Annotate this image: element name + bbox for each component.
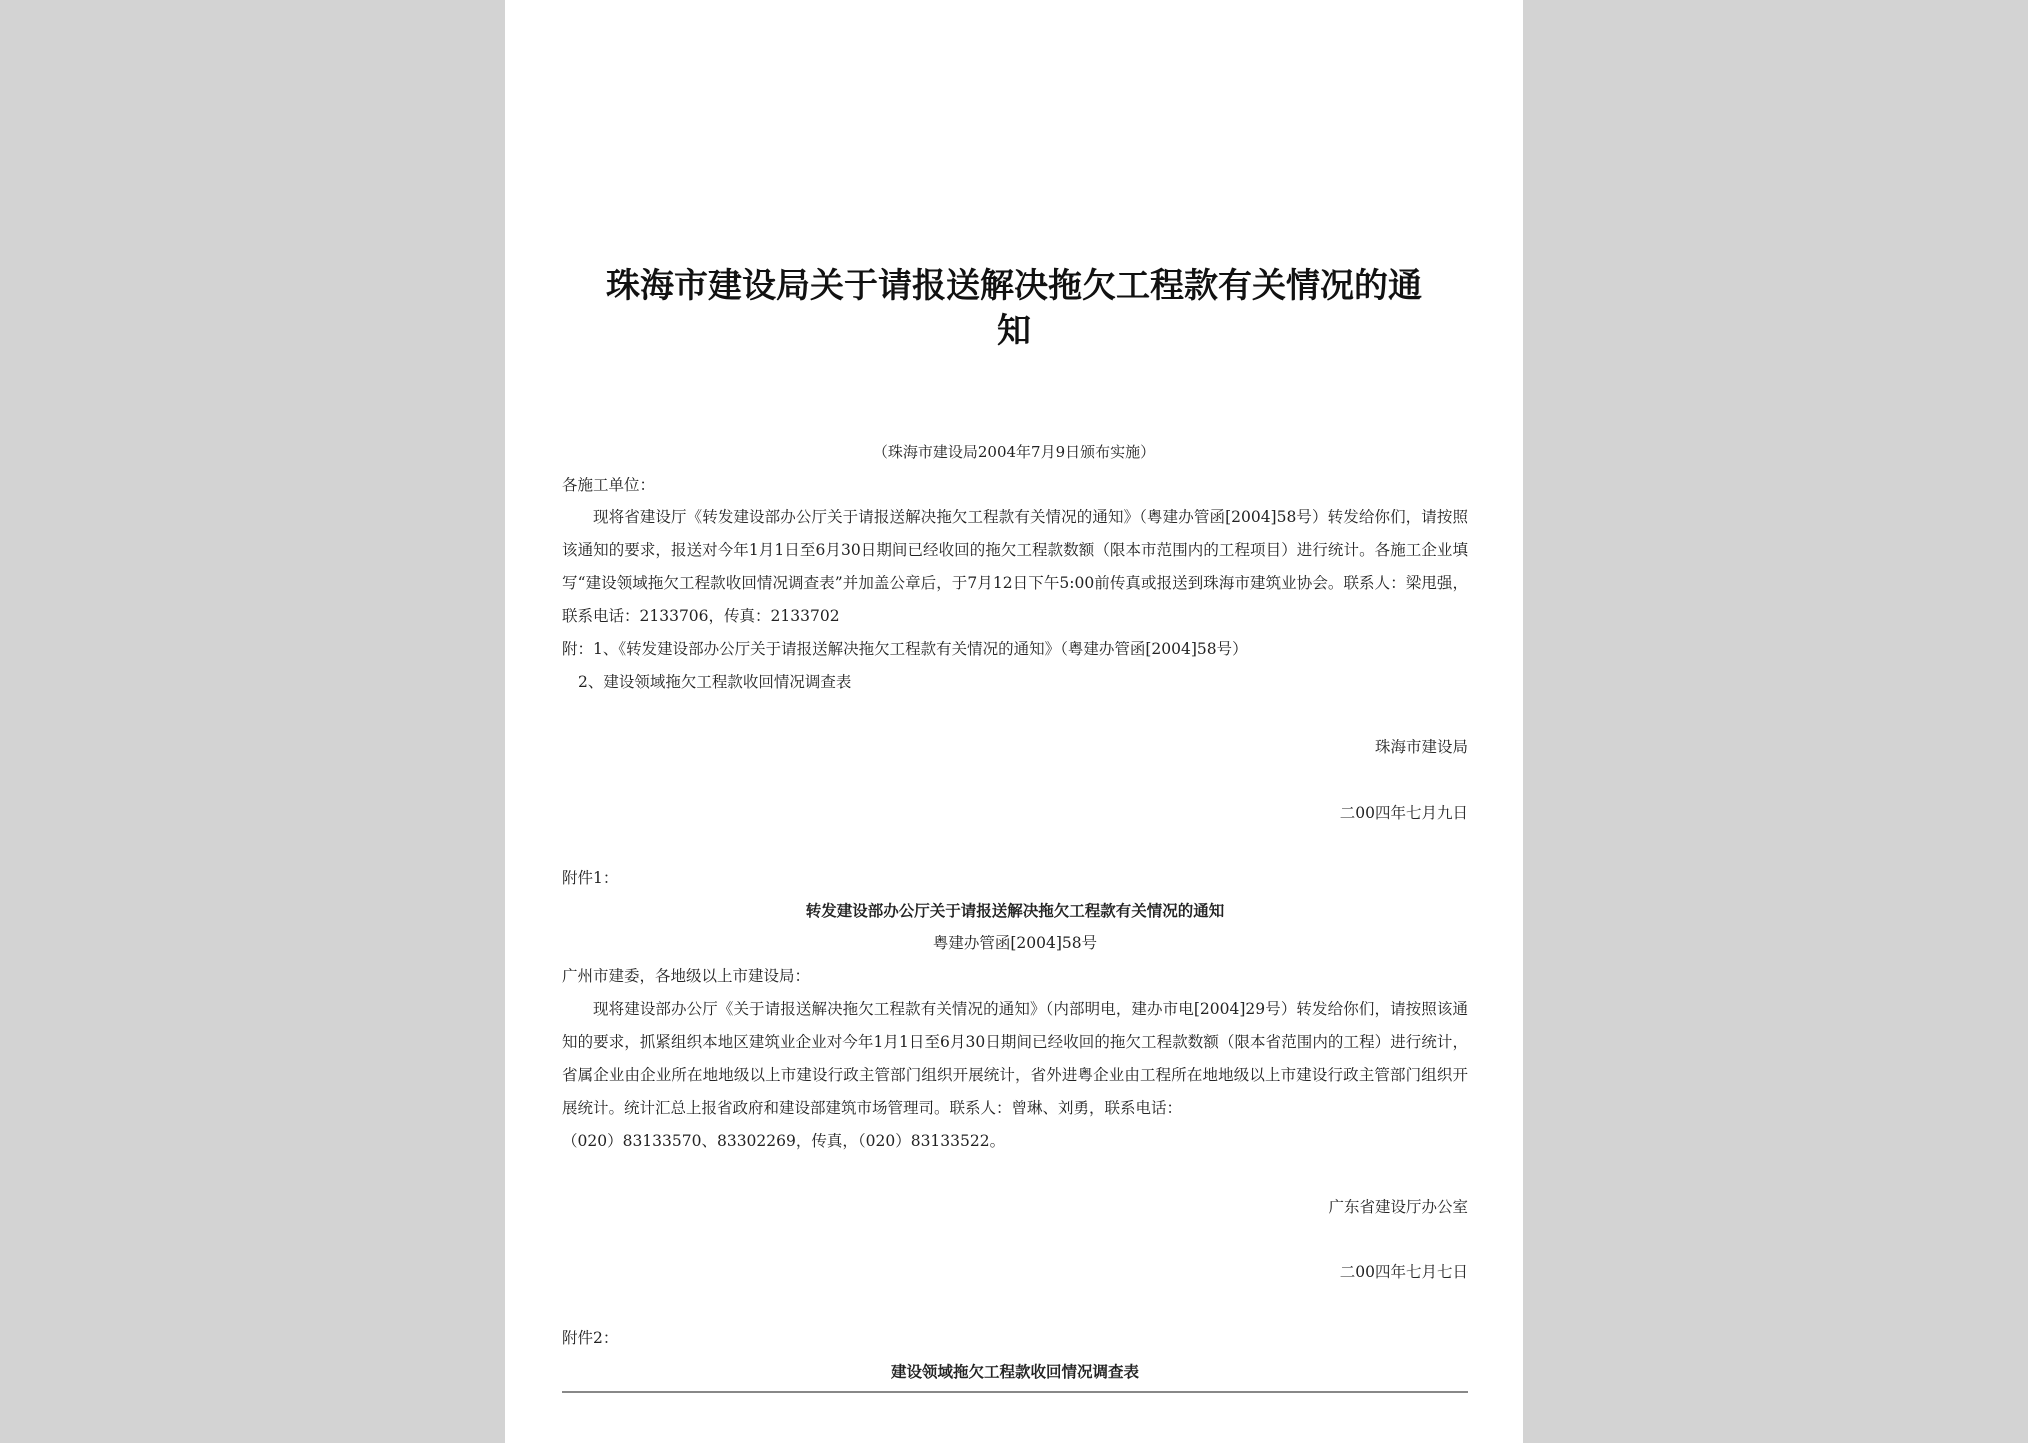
attachment1-salutation: 广州市建委，各地级以上市建设局： [562, 967, 811, 985]
document-page [505, 0, 1523, 1443]
attachment2-title: 建设领域拖欠工程款收回情况调查表 [890, 1362, 1139, 1381]
attachment1-body-paragraph: 现将建设部办公厅《关于请报送解决拖欠工程款有关情况的通知》（内部明电，建办市电[2004]29号）转发给你们，请按照该通知的要求，抓紧组织本地区建筑业企业对今年1月1日至6月30日期间已经收回的拖欠工程款数额（限本省范围内的工程）进行统计，省属企业由企业所在地地级以上市建设行政主管部门组织开展统计，省外进粤企业由工程所在地地级以上市建设行政主管部门组织开展统计。统计汇总上报省政府和建设部建筑市场管理司。联系人：曾琳、刘勇，联系电话： [562, 1000, 1468, 1117]
attachment2-label: 附件2： [562, 1329, 619, 1347]
attachment1-issue-date: 二00四年七月七日 [1339, 1263, 1468, 1281]
document-title-line-1: 珠海市建设局关于请报送解决拖欠工程款有关情况的通 [606, 266, 1422, 306]
attachment1-title: 转发建设部办公厅关于请报送解决拖欠工程款有关情况的通知 [805, 901, 1225, 920]
attachments-line-2: 2、建设领域拖欠工程款收回情况调查表 [578, 673, 852, 691]
table-top-rule [562, 1391, 1468, 1393]
attachments-line-1: 附：1、《转发建设部办公厅关于请报送解决拖欠工程款有关情况的通知》（粤建办管函[2004]58号） [562, 640, 1248, 658]
attachment1-label: 附件1： [562, 869, 619, 887]
attachment1-issuer: 广东省建设厅办公室 [1328, 1198, 1468, 1216]
attachment1-contact-line: （020）83133570、83302269，传真，（020）83133522。 [562, 1132, 1006, 1150]
issuer-signature: 珠海市建设局 [1374, 738, 1468, 756]
issue-date: 二00四年七月九日 [1339, 804, 1468, 822]
issue-note: （珠海市建设局2004年7月9日颁布实施） [872, 443, 1156, 461]
document-title-line-2: 知 [997, 311, 1031, 351]
body-paragraph: 现将省建设厅《转发建设部办公厅关于请报送解决拖欠工程款有关情况的通知》（粤建办管函[2004]58号）转发给你们，请按照该通知的要求，报送对今年1月1日至6月30日期间已经收回的拖欠工程款数额（限本市范围内的工程项目）进行统计。各施工企业填写“建设领域拖欠工程款收回情况调查表”并加盖公章后，于7月12日下午5:00前传真或报送到珠海市建筑业协会。联系人：梁甩强，联系电话：2133706，传真：2133702 [562, 508, 1468, 625]
attachment1-doc-number: 粤建办管函[2004]58号 [932, 934, 1098, 952]
salutation: 各施工单位： [562, 476, 656, 494]
